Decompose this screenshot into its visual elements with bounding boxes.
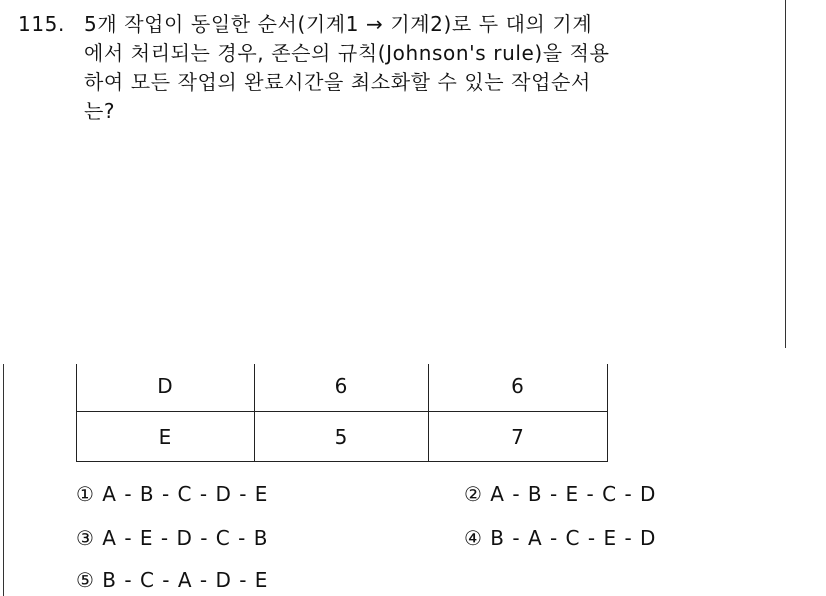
- job-time-table: [76, 364, 608, 462]
- question-line-1: [18, 10, 778, 39]
- page-border-right: [785, 0, 786, 348]
- question-line-4: 는?: [84, 99, 116, 123]
- table-border-bottom: [76, 461, 608, 462]
- table-border-right: [607, 364, 608, 462]
- question-line-3: 하여 모든 작업의 완료시간을 최소화할 수 있는 작업순서: [84, 70, 591, 94]
- option-4[interactable]: ④ B - A - C - E - D: [464, 526, 657, 550]
- table-row-e-job: E: [158, 425, 172, 449]
- page-border-left: [3, 364, 4, 596]
- option-5[interactable]: ⑤ B - C - A - D - E: [76, 568, 269, 592]
- question-number: 115.: [18, 12, 65, 36]
- table-row-e-machine1: 5: [334, 425, 348, 449]
- option-1[interactable]: ① A - B - C - D - E: [76, 482, 269, 506]
- question-line-2: 에서 처리되는 경우, 존슨의 규칙(Johnson's rule)을 적용: [84, 41, 610, 65]
- question-text-1: 5개 작업이 동일한 순서(기계1 → 기계2)로 두 대의 기계: [84, 12, 593, 36]
- table-row-divider: [76, 411, 608, 412]
- table-row-e-machine2: 7: [511, 425, 524, 449]
- question-block: [18, 10, 778, 126]
- table-row-d-machine2: 6: [511, 374, 524, 398]
- option-3[interactable]: ③ A - E - D - C - B: [76, 526, 269, 550]
- option-2[interactable]: ② A - B - E - C - D: [464, 482, 657, 506]
- table-row-d-job: D: [157, 374, 173, 398]
- table-row-d-machine1: 6: [334, 374, 348, 398]
